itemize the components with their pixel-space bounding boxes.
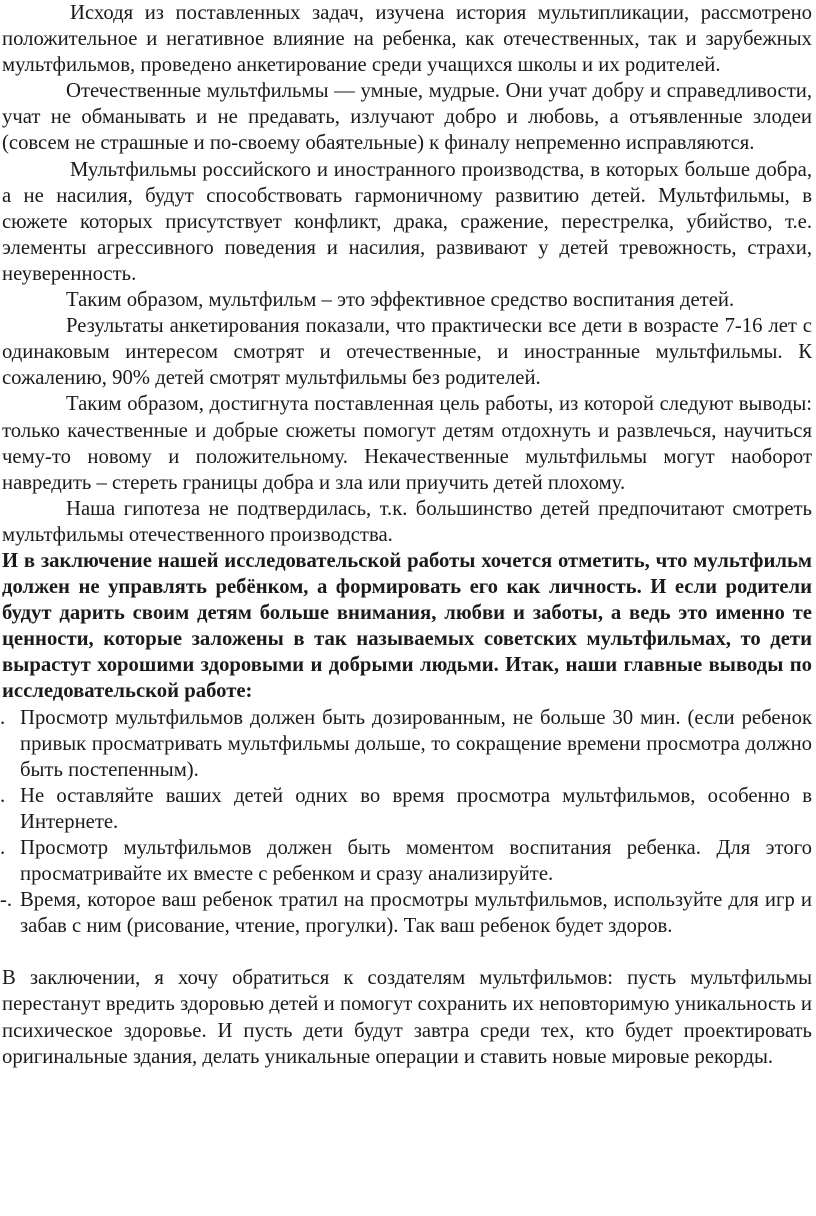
list-item-text: Просмотр мультфильмов должен быть дозированным, не больше 30 мин. (если ребенок привык просматривать мультфильмы дольше, то сокращение времени просмотра должно быть постепенным). <box>20 706 812 781</box>
paragraph-conclusion-bold: И в заключение нашей исследовательской работы хочется отметить, что мультфильм должен не управлять ребёнком, а формировать его как личность. И если родители будут дарить своим детям больше внимания, любви и заботы, а ведь это именно те ценности, которые заложены в так называемых советских мультфильмах, то дети вырастут хорошими здоровыми и добрыми людьми. Итак, наши главные выводы по исследовательской работе: <box>2 549 812 703</box>
list-marker: . <box>0 784 6 807</box>
conclusions-list <box>2 705 812 940</box>
list-marker: . <box>0 837 6 859</box>
paragraph-hypothesis: Наша гипотеза не подтвердилась, т.к. большинство детей предпочитают смотреть мультфильмы отечественного производства. <box>2 497 812 546</box>
paragraph-goal-achieved: Таким образом, достигнута поставленная цель работы, из которой следуют выводы: только качественные и добрые сюжеты помогут детям отдохнуть и развлечься, научиться чему-то новому и положительному. Некачественные мультфильмы могут наоборот навредить – стереть границы добра и зла или приучить детей плохому. <box>2 393 812 494</box>
list-marker: . <box>0 706 6 729</box>
list-item <box>2 887 812 939</box>
paragraph-closing: В заключении, я хочу обратиться к создателям мультфильмов: пусть мультфильмы перестанут вредить здоровью детей и помогут сохранить их неповторимую уникальность и психическое здоровье. И пусть дети будут завтра среди тех, кто будет проектировать оригинальные здания, делать уникальные операции и ставить новые мировые рекорды. <box>2 967 812 1068</box>
paragraph-goals-summary: Исходя из поставленных задач, изучена история мультипликации, рассмотрено положительное и негативное влияние на ребенка, как отечественных, так и зарубежных мультфильмов, проведено анкетирование среди учащихся школы и их родителей. <box>2 2 812 77</box>
paragraph-survey-results: Результаты анкетирования показали, что практически все дети в возрасте 7-16 лет с одинаковым интересом смотрят и отечественные, и иностранные мультфильмы. К сожалению, 90% детей смотрят мультфильмы без родителей. <box>2 315 812 390</box>
list-item-text: Время, которое ваш ребенок тратил на просмотры мультфильмов, используйте для игр и забав с ним (рисование, чтение, прогулки). Так ваш ребенок будет здоров. <box>20 889 812 938</box>
spacer <box>2 939 812 965</box>
paragraph-upbringing-tool: Таким образом, мультфильм – это эффективное средство воспитания детей. <box>66 289 735 312</box>
list-item-text: Просмотр мультфильмов должен быть моментом воспитания ребенка. Для этого просматривайте их вместе с ребенком и сразу анализируйте. <box>20 837 812 886</box>
list-item-text: Не оставляйте ваших детей одних во время просмотра мультфильмов, особенно в Интернете. <box>20 784 812 833</box>
paragraph-production-influence: Мультфильмы российского и иностранного производства, в которых больше добра, а не насилия, будут способствовать гармоничному развитию детей. Мультфильмы, в сюжете которых присутствует конфликт, драка, сражение, перестрелка, убийство, т.е. элементы агрессивного поведения и насилия, развивают у детей тревожность, страхи, неуверенность. <box>2 158 812 285</box>
list-item <box>2 783 812 835</box>
paragraph-domestic-cartoons: Отечественные мультфильмы — умные, мудрые. Они учат добру и справедливости, учат не обманывать и не предавать, излучают добро и любовь, а отъявленные злодеи (совсем не страшные и по-своему обаятельные) к финалу непременно исправляются. <box>2 80 812 155</box>
list-item <box>2 835 812 887</box>
list-item <box>2 705 812 783</box>
list-marker: -. <box>0 889 13 912</box>
